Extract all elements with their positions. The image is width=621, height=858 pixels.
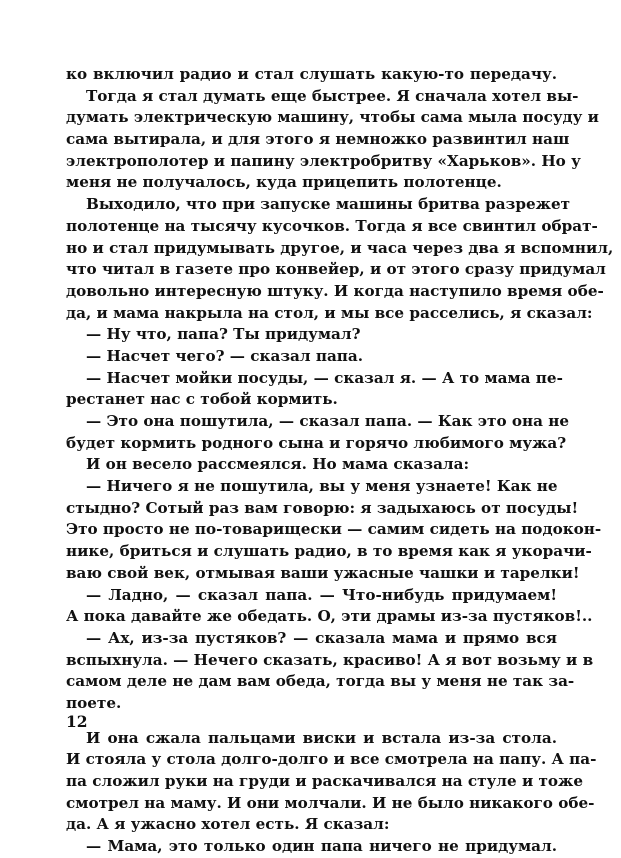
text-line: ко включил радио и стал слушать какую-то передачу. <box>66 65 557 83</box>
text-line: И она сжала пальцами виски и встала из-за стола. <box>86 728 557 747</box>
text-line: — Насчет мойки посуды, — сказал я. — А то мама пе- <box>86 368 563 387</box>
text-line: — Ну что, папа? Ты придумал? <box>86 325 361 344</box>
text-line: будет кормить родного сына и горячо любимого мужа? <box>66 433 567 452</box>
text-line: да. А я ужасно хотел есть. Я сказал: <box>66 815 390 834</box>
text-line: — Ах, из-за пустяков? — сказала мама и прямо вся <box>86 628 557 647</box>
text-line: вспыхнула. — Нечего сказать, красиво! А я вот возьму и в <box>66 650 594 669</box>
text-line: смотрел на маму. И они молчали. И не было никакого обе- <box>66 793 595 812</box>
text-line: меня не получалось, куда прицепить полотенце. <box>66 173 502 192</box>
text-line: довольно интересную штуку. И когда наступило время обе- <box>66 281 604 300</box>
text-line: но и стал придумывать другое, и часа через два я вспомнил, <box>66 238 614 257</box>
text-line: Тогда я стал думать еще быстрее. Я сначала хотел вы- <box>86 86 579 105</box>
body-text <box>66 64 614 858</box>
text-line: — Мама, это только один папа ничего не придумал. <box>86 837 557 856</box>
text-line: па сложил руки на груди и раскачивался на стуле и тоже <box>66 772 584 790</box>
text-line: полотенце на тысячу кусочков. Тогда я все свинтил обрат- <box>66 216 598 235</box>
page-number: 12 <box>66 712 88 731</box>
text-line: ваю свой век, отмывая ваши ужасные чашки и тарелки! <box>66 563 580 582</box>
text-line: поете. <box>66 693 122 712</box>
text-line: И он весело рассмеялся. Но мама сказала: <box>86 455 470 474</box>
text-line: стыдно? Сотый раз вам говорю: я задыхаюсь от посуды! <box>66 498 579 517</box>
text-line: самом деле не дам вам обеда, тогда вы у меня не так за- <box>66 672 575 691</box>
text-line: — Это она пошутила, — сказал папа. — Как это она не <box>86 412 570 430</box>
text-line: сама вытирала, и для этого я немножко развинтил наш <box>66 130 570 149</box>
text-line: — Ничего я не пошутила, вы у меня узнаете! Как не <box>86 477 558 496</box>
paragraph-gap <box>66 715 557 728</box>
text-line: да, и мама накрыла на стол, и мы все расселись, я сказал: <box>66 303 593 322</box>
text-line: думать электрическую машину, чтобы сама мыла посуду и <box>66 108 599 127</box>
text-line: А пока давайте же обедать. О, эти драмы из-за пустяков!.. <box>66 607 593 626</box>
text-line: Выходило, что при запуске машины бритва разрежет <box>86 195 571 214</box>
text-line: Это просто не по-товарищески — самим сидеть на подокон- <box>66 520 602 539</box>
text-line: — Насчет чего? — сказал папа. <box>86 346 364 365</box>
text-line: рестанет нас с тобой кормить. <box>66 390 338 409</box>
text-line: электрополотер и папину электробритву «Харьков». Но у <box>66 151 581 170</box>
text-line: И стояла у стола долго-долго и все смотрела на папу. А па- <box>66 750 597 769</box>
text-line: нике, бриться и слушать радио, в то время как я укорачи- <box>66 542 592 561</box>
text-line: — Ладно, — сказал папа. — Что-нибудь придумаем! <box>86 585 557 604</box>
text-line: что читал в газете про конвейер, и от этого сразу придумал <box>66 260 606 279</box>
